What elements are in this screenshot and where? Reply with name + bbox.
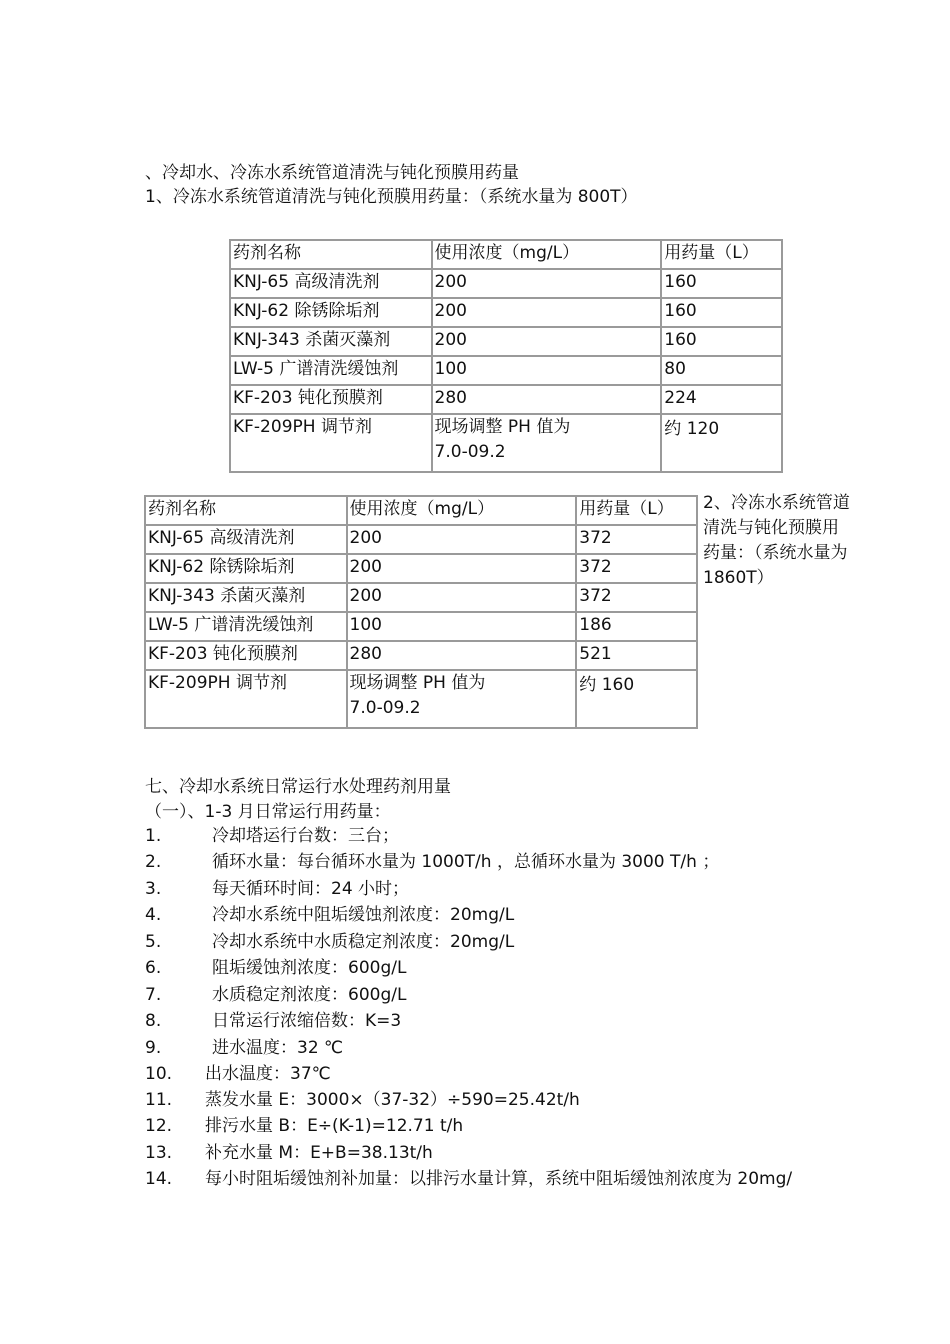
list-item [145, 876, 410, 902]
agent-name-cell: KNJ-65 高级清洗剂 [230, 269, 432, 298]
agent-name-cell: KNJ-65 高级清洗剂 [145, 525, 347, 554]
agent-name-cell: KF-203 钝化预膜剂 [145, 641, 347, 670]
concentration-line: 7.0-09.2 [434, 442, 506, 462]
item-number: 5. [145, 932, 162, 952]
concentration-cell: 200 [432, 269, 662, 298]
dosage-cell: 80 [661, 356, 782, 385]
dosage-cell: 约 160 [576, 670, 697, 728]
item-text: 循环水量：每台循环水量为 1000T/h ，总循环水量为 3000 T/h ； [212, 852, 720, 872]
item-text: 出水温度：37℃ [205, 1064, 331, 1084]
item-text: 冷却水系统中阻垢缓蚀剂浓度：20mg/L [212, 905, 515, 925]
list-item [145, 1140, 433, 1166]
concentration-cell: 200 [347, 583, 577, 612]
concentration-cell: 100 [432, 356, 662, 385]
dosage-table-800t [229, 239, 783, 473]
concentration-cell [432, 414, 662, 472]
table-row [230, 385, 782, 414]
agent-name-cell: KNJ-343 杀菌灭藻剂 [145, 583, 347, 612]
concentration-cell: 280 [347, 641, 577, 670]
item-number: 2. [145, 852, 162, 872]
item-number: 4. [145, 905, 162, 925]
list-item [145, 1166, 793, 1192]
item-text: 补充水量 M：E+B=38.13t/h [205, 1143, 433, 1163]
item-number: 3. [145, 879, 162, 899]
side-note-line: 药量：（系统水量为 [703, 543, 848, 563]
item-number: 11. [145, 1090, 173, 1110]
concentration-line: 7.0-09.2 [349, 698, 421, 718]
item-text: 水质稳定剂浓度：600g/L [212, 985, 407, 1005]
table-row [145, 670, 697, 728]
dosage-table-1860t [144, 495, 698, 729]
dosage-cell: 372 [576, 554, 697, 583]
dosage-cell: 160 [661, 269, 782, 298]
item-number: 14. [145, 1169, 173, 1189]
table-row [145, 583, 697, 612]
table-row [230, 414, 782, 472]
concentration-line: 现场调整 PH 值为 [434, 417, 571, 437]
agent-name-cell: KNJ-62 除锈除垢剂 [145, 554, 347, 583]
item-number: 13. [145, 1143, 173, 1163]
list-item [145, 1113, 464, 1139]
header-concentration: 使用浓度（mg/L） [432, 240, 662, 269]
dosage-cell: 224 [661, 385, 782, 414]
list-item [145, 1035, 344, 1061]
item-text: 冷却水系统中水质稳定剂浓度：20mg/L [212, 932, 515, 952]
item-number: 12. [145, 1116, 173, 1136]
dosage-cell: 186 [576, 612, 697, 641]
concentration-cell: 280 [432, 385, 662, 414]
item-text: 冷却塔运行台数：三台； [212, 826, 399, 846]
item-text: 每小时阻垢缓蚀剂补加量：以排污水量计算，系统中阻垢缓蚀剂浓度为 20mg/ [205, 1169, 793, 1189]
dosage-cell: 372 [576, 525, 697, 554]
table-row [230, 298, 782, 327]
table-header-row [230, 240, 782, 269]
side-note-line: 1860T） [703, 568, 774, 588]
item-number: 1. [145, 826, 162, 846]
side-note [703, 491, 878, 591]
agent-name-cell: LW-5 广谱清洗缓蚀剂 [145, 612, 347, 641]
agent-name-cell: KNJ-343 杀菌灭藻剂 [230, 327, 432, 356]
list-item [145, 1087, 580, 1113]
list-item [145, 982, 407, 1008]
list-item [145, 1008, 402, 1034]
header-dosage: 用药量（L） [576, 496, 697, 525]
concentration-cell [347, 670, 577, 728]
subsection-heading-1: 1、冷冻水系统管道清洗与钝化预膜用药量：（系统水量为 800T） [145, 187, 638, 207]
item-number: 7. [145, 985, 162, 1005]
table-row [230, 356, 782, 385]
concentration-cell: 200 [347, 525, 577, 554]
agent-name-cell: KF-203 钝化预膜剂 [230, 385, 432, 414]
item-number: 10. [145, 1064, 173, 1084]
agent-name-cell: KF-209PH 调节剂 [145, 670, 347, 728]
list-item [145, 902, 515, 928]
agent-name-cell: LW-5 广谱清洗缓蚀剂 [230, 356, 432, 385]
dosage-cell: 约 120 [661, 414, 782, 472]
concentration-line: 现场调整 PH 值为 [349, 673, 486, 693]
header-agent-name: 药剂名称 [145, 496, 347, 525]
concentration-cell: 200 [432, 298, 662, 327]
table-row [230, 327, 782, 356]
dosage-cell: 372 [576, 583, 697, 612]
list-item [145, 849, 720, 875]
item-text: 每天循环时间：24 小时； [212, 879, 410, 899]
item-text: 日常运行浓缩倍数：K=3 [212, 1011, 402, 1031]
agent-name-cell: KNJ-62 除锈除垢剂 [230, 298, 432, 327]
table-row [145, 554, 697, 583]
item-text: 排污水量 B：E÷(K-1)=12.71 t/h [205, 1116, 464, 1136]
item-text: 蒸发水量 E：3000×（37-32）÷590=25.42t/h [205, 1090, 580, 1110]
dosage-cell: 160 [661, 327, 782, 356]
item-text: 进水温度：32 ℃ [212, 1038, 344, 1058]
concentration-cell: 100 [347, 612, 577, 641]
dosage-cell: 160 [661, 298, 782, 327]
list-item [145, 1061, 331, 1087]
item-text: 阻垢缓蚀剂浓度：600g/L [212, 958, 407, 978]
table-row [145, 641, 697, 670]
header-concentration: 使用浓度（mg/L） [347, 496, 577, 525]
header-dosage: 用药量（L） [661, 240, 782, 269]
list-item [145, 929, 515, 955]
agent-name-cell: KF-209PH 调节剂 [230, 414, 432, 472]
dosage-cell: 521 [576, 641, 697, 670]
list-item [145, 955, 407, 981]
side-note-line: 清洗与钝化预膜用 [703, 518, 839, 538]
section-heading: 、冷却水、冷冻水系统管道清洗与钝化预膜用药量 [145, 163, 519, 183]
list-item [145, 823, 399, 849]
table-row [145, 525, 697, 554]
table-row [145, 612, 697, 641]
item-number: 6. [145, 958, 162, 978]
header-agent-name: 药剂名称 [230, 240, 432, 269]
item-number: 9. [145, 1038, 162, 1058]
table-header-row [145, 496, 697, 525]
side-note-line: 2、冷冻水系统管道 [703, 493, 850, 513]
concentration-cell: 200 [347, 554, 577, 583]
section-7-title: 七、冷却水系统日常运行水处理药剂用量 [145, 777, 451, 797]
section-7-subtitle: （一）、1-3 月日常运行用药量： [145, 802, 391, 822]
concentration-cell: 200 [432, 327, 662, 356]
item-number: 8. [145, 1011, 162, 1031]
table-row [230, 269, 782, 298]
